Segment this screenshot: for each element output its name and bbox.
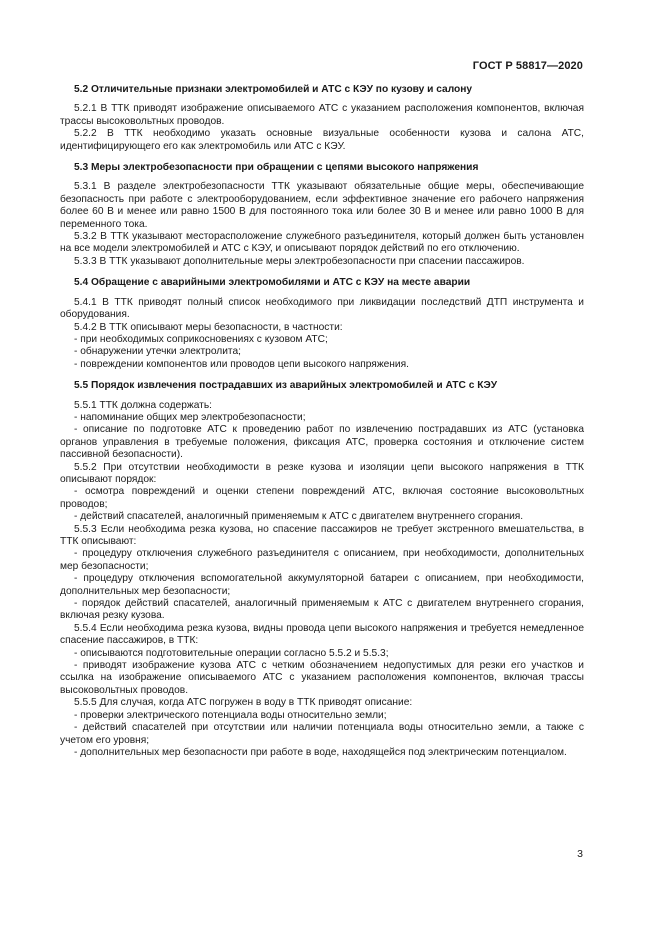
list-item: - процедуру отключения служебного разъединителя с описанием, при необходимости, дополнительных мер безопасности; <box>60 548 584 572</box>
list-item: - дополнительных мер безопасности при работе в воде, находящейся под электрическим потенциалом. <box>74 746 567 758</box>
section-5-2-title: 5.2 Отличительные признаки электромобилей и АТС с КЭУ по кузову и салону <box>74 84 473 95</box>
section-5-4-title: 5.4 Обращение с аварийными электромобилями и АТС с КЭУ на месте аварии <box>74 277 471 289</box>
list-item: - при необходимых соприкосновениях с кузовом АТС; <box>74 333 328 345</box>
list-item: - проверки электрического потенциала воды относительно земли; <box>74 709 387 721</box>
standard-header: ГОСТ Р 58817—2020 <box>472 60 583 72</box>
paragraph-5-5-3: 5.5.3 Если необходима резка кузова, но спасение пассажиров не требует экстренного вмешательства, в ТТК описывают: <box>60 523 584 547</box>
paragraph-5-5-4: 5.5.4 Если необходима резка кузова, видны провода цепи высокого напряжения и требуется немедленное спасение пассажиров, в ТТК: <box>60 622 584 647</box>
paragraph-5-2-2: 5.2.2 В ТТК необходимо указать основные визуальные особенности кузова и салона АТС, идентифицирующего его как электромобиль или АТС с КЭУ. <box>60 128 584 152</box>
list-item: - действий спасателей, аналогичный применяемым к АТС с двигателем внутреннего сгорания. <box>74 511 524 523</box>
list-item: - действий спасателей при отсутствии или наличии потенциала воды относительно земли, а также с учетом его уровня; <box>60 722 584 746</box>
paragraph-5-4-1: 5.4.1 В ТТК приводят полный список необходимого при ликвидации последствий ДТП инструмента и оборудования. <box>60 296 584 321</box>
section-5-3-title: 5.3 Меры электробезопасности при обращении с цепями высокого напряжения <box>74 162 479 174</box>
list-item: - напоминание общих мер электробезопасности; <box>74 411 306 423</box>
list-item: - процедуру отключения вспомогательной аккумуляторной батареи с описанием, при необходимости, дополнительных мер безопасности; <box>60 573 584 597</box>
page-content <box>60 84 584 759</box>
list-item: - повреждении компонентов или проводов цепи высокого напряжения. <box>74 358 409 370</box>
paragraph-5-3-1: 5.3.1 В разделе электробезопасности ТТК указывают обязательные общие меры, обеспечивающие безопасность при работе с электрооборудованием, если эффективное значение его рабочего напряжения более 60 В и менее или равно 1500 В для постоянного тока или более 30 В и менее или равно 1000 В для переменного тока. <box>60 181 584 230</box>
list-item: - описываются подготовительные операции согласно 5.5.2 и 5.5.3; <box>74 647 389 659</box>
paragraph-5-5-5: 5.5.5 Для случая, когда АТС погружен в воду в ТТК приводят описание: <box>74 697 413 709</box>
paragraph-5-4-2: 5.4.2 В ТТК описывают меры безопасности, в частности: <box>74 321 343 333</box>
paragraph-5-3-2: 5.3.2 В ТТК указывают месторасположение служебного разъединителя, который должен быть установлен на все модели электромобилей и АТС с КЭУ, и описывают порядок действий по его отключению. <box>60 231 584 255</box>
paragraph-5-2-1: 5.2.1 В ТТК приводят изображение описываемого АТС с указанием расположения компонентов, включая трассы высоковольтных проводов. <box>60 103 584 127</box>
list-item: - приводят изображение кузова АТС с четким обозначением недопустимых для резки его участков и ссылка на изображение описываемого АТС с указанием расположения компонентов, включая трассы высоковольтных проводов. <box>60 660 584 696</box>
paragraph-5-3-3: 5.3.3 В ТТК указывают дополнительные меры электробезопасности при спасении пассажиров. <box>74 255 525 267</box>
list-item: - обнаружении утечки электролита; <box>74 346 241 358</box>
paragraph-5-5-2: 5.5.2 При отсутствии необходимости в резке кузова и изоляции цепи высокого напряжения в ТТК описывают порядок: <box>60 461 584 485</box>
paragraph-5-5-1: 5.5.1 ТТК должна содержать: <box>74 399 212 411</box>
list-item: - осмотра повреждений и оценки степени повреждений АТС, включая состояние высоковольтных проводов; <box>60 486 584 510</box>
page-number: 3 <box>577 848 583 860</box>
list-item: - описание по подготовке АТС к проведению работ по извлечению пострадавших из АТС (установка органов управления в требуемые положения, фиксация АТС, проверка состояния и отключение систем пассивной безопасности). <box>60 424 584 461</box>
list-item: - порядок действий спасателей, аналогичный применяемым к АТС с двигателем внутреннего сгорания, включая резку кузова. <box>60 598 584 622</box>
section-5-5-title: 5.5 Порядок извлечения пострадавших из аварийных электромобилей и АТС с КЭУ <box>74 380 498 392</box>
